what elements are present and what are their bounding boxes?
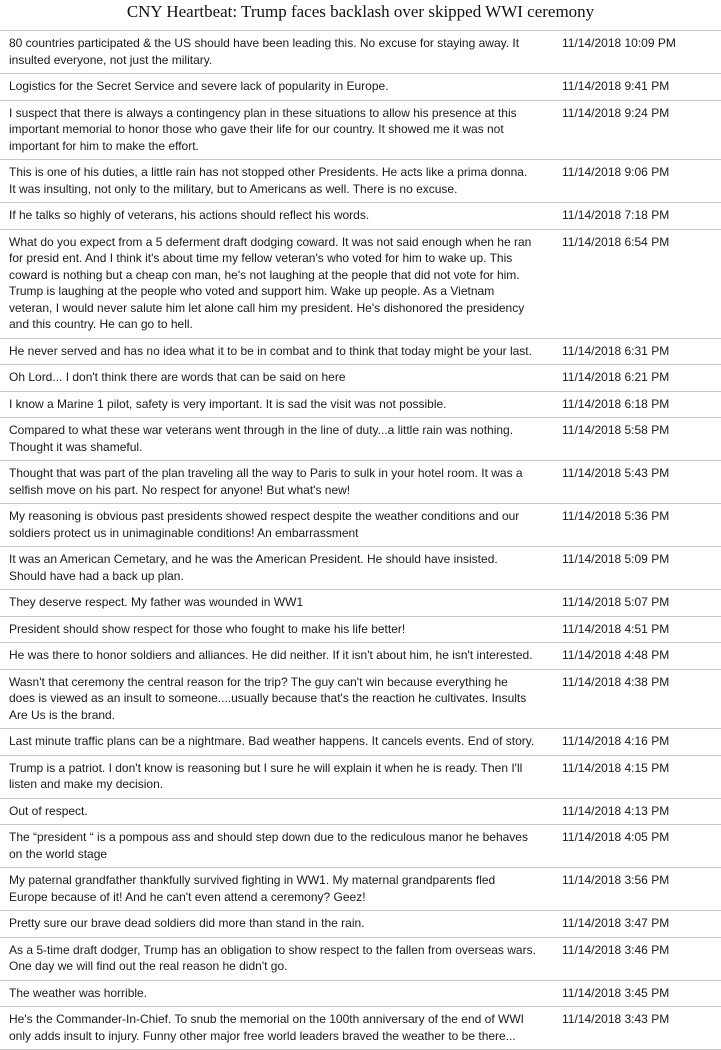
table-row <box>0 981 721 1008</box>
table-row <box>0 938 721 981</box>
comment-text: Logistics for the Secret Service and severe lack of popularity in Europe. <box>9 79 389 93</box>
table-row <box>0 868 721 911</box>
comment-timestamp: 11/14/2018 4:38 PM <box>562 674 670 689</box>
comment-timestamp: 11/14/2018 9:24 PM <box>562 105 670 120</box>
table-row <box>0 643 721 670</box>
comment-timestamp: 11/14/2018 3:56 PM <box>562 873 670 887</box>
comment-timestamp: 11/14/2018 3:46 PM <box>562 942 670 957</box>
comment-timestamp: 11/14/2018 7:18 PM <box>562 208 670 222</box>
comment-timestamp: 11/14/2018 4:13 PM <box>562 803 670 818</box>
comment-text: Out of respect. <box>9 803 88 818</box>
table-row <box>0 101 721 161</box>
comment-timestamp: 11/14/2018 3:47 PM <box>562 916 670 930</box>
comment-text: Wasn't that ceremony the central reason for the trip? The guy can't win because everything he does is viewed as an insult to someone....usually because that's the reaction he cultivates. Insults Are Us is the brand. <box>9 674 527 722</box>
table-row <box>0 392 721 419</box>
comment-text: The “president “ is a pompous ass and should step down due to the rediculous manor he behaves on the world stage <box>9 830 528 861</box>
comment-timestamp: 11/14/2018 5:43 PM <box>562 466 670 480</box>
table-row <box>0 365 721 392</box>
table-row <box>0 617 721 644</box>
comment-text: If he talks so highly of veterans, his actions should reflect his words. <box>9 208 370 222</box>
comment-text: I suspect that there is always a contingency plan in these situations to allow his presence at this important memorial to honor those who gave their life for our country. It showed me it was not important for him to make the effort. <box>9 105 517 153</box>
comment-text: They deserve respect. My father was wounded in WW1 <box>9 595 304 609</box>
comment-text: Oh Lord... I don't think there are words that can be said on here <box>9 370 346 384</box>
comment-text: This is one of his duties, a little rain has not stopped other Presidents. He acts like a prima donna. It was insulting, not only to the military, but to Americans as well. There is no excuse. <box>9 165 528 196</box>
table-row <box>0 203 721 230</box>
comment-text: He's the Commander-In-Chief. To snub the memorial on the 100th anniversary of the end of WWI only adds insult to injury. Funny other major free world leaders braved the weather to be there... <box>9 1012 524 1043</box>
comment-timestamp: 11/14/2018 3:43 PM <box>562 1012 670 1026</box>
comment-timestamp: 11/14/2018 3:45 PM <box>562 985 670 1000</box>
table-row <box>0 590 721 617</box>
table-row <box>0 756 721 799</box>
table-row <box>0 799 721 826</box>
comment-timestamp: 11/14/2018 5:09 PM <box>562 552 670 566</box>
table-row <box>0 911 721 938</box>
comment-timestamp: 11/14/2018 6:18 PM <box>562 396 670 411</box>
table-row <box>0 729 721 756</box>
table-row <box>0 418 721 461</box>
comment-timestamp: 11/14/2018 4:05 PM <box>562 830 670 844</box>
comment-timestamp: 11/14/2018 4:48 PM <box>562 648 670 662</box>
table-row <box>0 74 721 101</box>
comment-text: Compared to what these war veterans went through in the line of duty...a little rain was nothing. Thought it was shameful. <box>9 423 514 454</box>
comments-table <box>0 30 721 1050</box>
comment-text: It was an American Cemetary, and he was the American President. He should have insisted. Should have had a back up plan. <box>9 552 498 583</box>
comment-text: Last minute traffic plans can be a nightmare. Bad weather happens. It cancels events. End of story. <box>9 734 535 748</box>
comment-timestamp: 11/14/2018 4:15 PM <box>562 760 670 775</box>
comment-text: President should show respect for those who fought to make his life better! <box>9 621 406 636</box>
table-row <box>0 547 721 590</box>
comment-timestamp: 11/14/2018 4:16 PM <box>562 734 670 748</box>
table-row <box>0 160 721 203</box>
comment-text: As a 5-time draft dodger, Trump has an obligation to show respect to the fallen from overseas wars. One day we will find out the real reason he didn't go. <box>9 942 536 973</box>
comment-timestamp: 11/14/2018 9:06 PM <box>562 165 670 179</box>
comment-text: I know a Marine 1 pilot, safety is very important. It is sad the visit was not possible. <box>9 396 447 411</box>
comment-text: He was there to honor soldiers and alliances. He did neither. If it isn't about him, he isn't interested. <box>9 648 533 662</box>
comment-text: Trump is a patriot. I don't know is reasoning but I sure he will explain it when he is ready. Then I'll listen and make my decision. <box>9 760 523 791</box>
table-row <box>0 31 721 74</box>
table-row <box>0 1007 721 1050</box>
table-row <box>0 504 721 547</box>
table-row <box>0 461 721 504</box>
comment-timestamp: 11/14/2018 6:31 PM <box>562 343 670 358</box>
comment-timestamp: 11/14/2018 10:09 PM <box>562 36 676 50</box>
comment-text: He never served and has no idea what it to be in combat and to think that today might be your last. <box>9 343 532 358</box>
comment-timestamp: 11/14/2018 9:41 PM <box>562 79 670 93</box>
comment-timestamp: 11/14/2018 6:54 PM <box>562 234 670 249</box>
table-row <box>0 339 721 366</box>
table-row <box>0 825 721 868</box>
comment-text: My reasoning is obvious past presidents showed respect despite the weather conditions and our soldiers protect us in unimaginable conditions! An embarrassment <box>9 509 520 540</box>
comment-text: What do you expect from a 5 deferment draft dodging coward. It was not said enough when he ran for presid ent. And I think it's about time my fellow veteran's who voted for him to wake up. This coward is nothing but a cheap con man, he's not laughing at the people that did not vote for him. Trump is laughing at the people who voted and support him. Wake up people. As a Vietnam veteran, I would never salute him let alone call him my president. He's dishonored the presidency and this country. He can go to hell. <box>9 234 532 331</box>
comment-text: My paternal grandfather thankfully survived fighting in WW1. My maternal grandparents fled Europe because of it! And he can't even attend a ceremony? Geez! <box>9 873 496 904</box>
comment-text: Pretty sure our brave dead soldiers did more than stand in the rain. <box>9 916 365 930</box>
comment-text: 80 countries participated & the US should have been leading this. No excuse for staying away. It insulted everyone, not just the military. <box>9 36 520 67</box>
table-row <box>0 230 721 339</box>
comment-timestamp: 11/14/2018 5:36 PM <box>562 509 670 523</box>
comment-timestamp: 11/14/2018 5:07 PM <box>562 595 670 609</box>
comment-text: The weather was horrible. <box>9 985 148 1000</box>
comment-text: Thought that was part of the plan traveling all the way to Paris to sulk in your hotel room. It was a selfish move on his part. No respect for anyone! But what's new! <box>9 466 523 497</box>
comment-timestamp: 11/14/2018 6:21 PM <box>562 370 670 384</box>
page-title: CNY Heartbeat: Trump faces backlash over skipped WWI ceremony <box>126 2 595 21</box>
table-row <box>0 670 721 730</box>
comment-timestamp: 11/14/2018 5:58 PM <box>562 423 670 437</box>
comment-timestamp: 11/14/2018 4:51 PM <box>562 621 670 636</box>
